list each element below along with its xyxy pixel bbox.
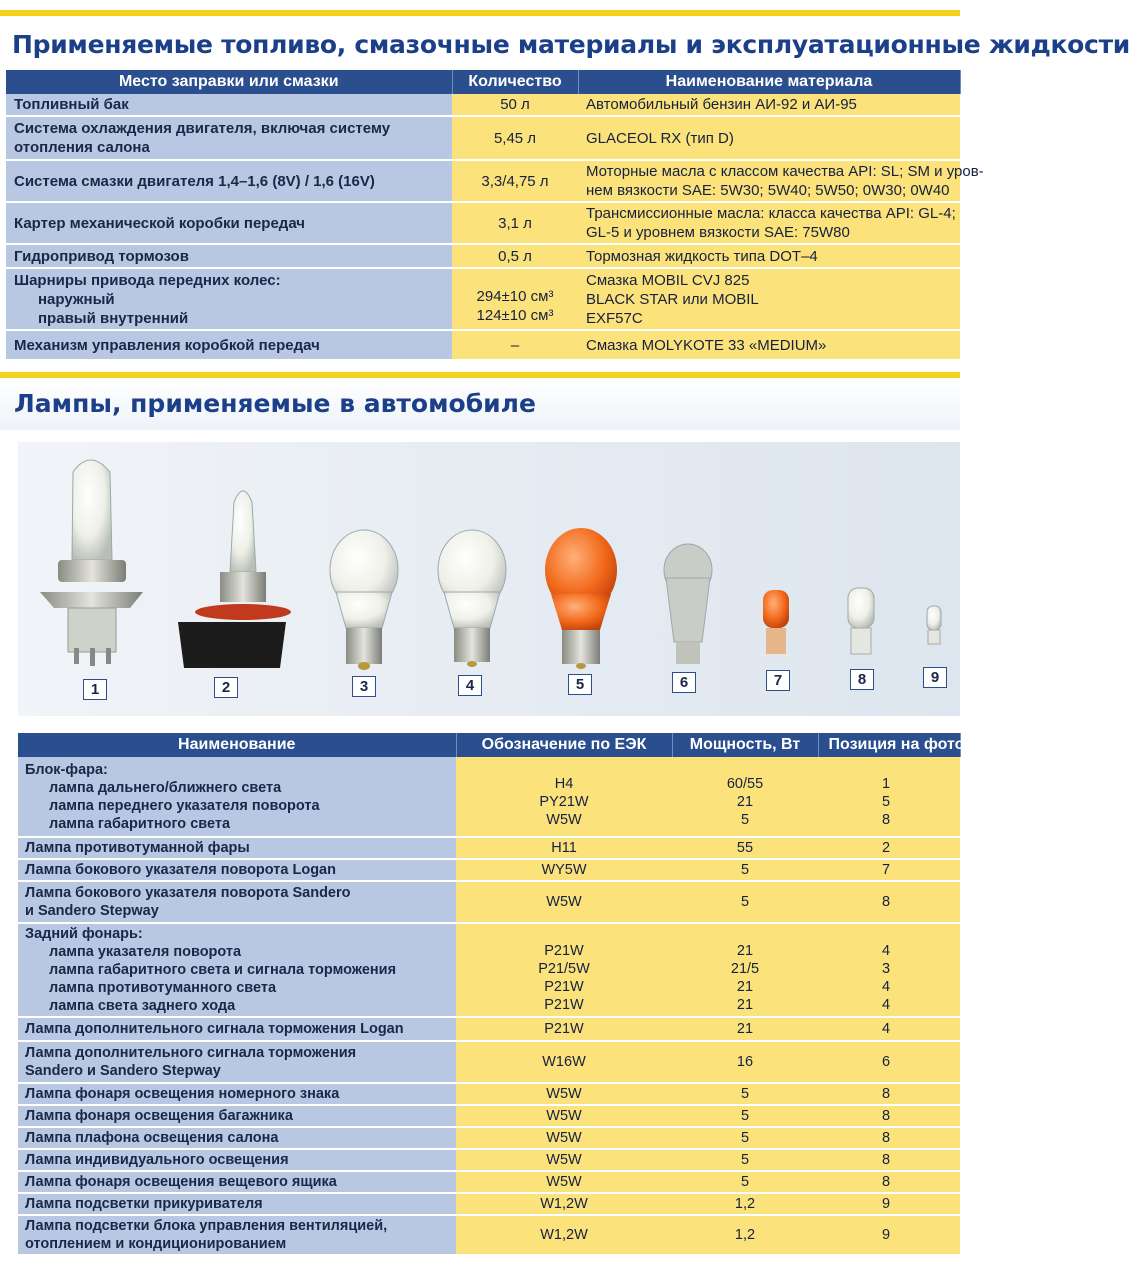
lamp-power: 5 — [740, 1086, 750, 1102]
photo-label-3: 3 — [352, 676, 376, 697]
table-row — [6, 244, 960, 268]
lamp-name: Лампа фонаря освещения вещевого ящика — [25, 1174, 337, 1190]
lamp-code: W5W — [546, 1152, 582, 1168]
lamp-code: W5W — [546, 1130, 582, 1146]
fluids-table — [6, 70, 984, 361]
lamp-code: W1,2W — [540, 1196, 588, 1212]
lamp-name: Лампа подсветки прикуривателя — [25, 1196, 263, 1212]
lamp-w1-2w-icon — [927, 606, 941, 644]
lamp-power: 16 — [736, 1054, 754, 1070]
lamp-power: 1,2 — [734, 1196, 756, 1212]
photo-label-9: 9 — [923, 667, 947, 688]
lamp-power: 5 — [740, 1130, 750, 1146]
lamp-power: 55 — [736, 840, 754, 856]
quantity-cell: 3,3/4,75 л — [481, 172, 549, 190]
table-row — [18, 1017, 960, 1041]
lamp-name: Лампа бокового указателя поворота Logan — [25, 862, 336, 878]
material-cell: Трансмиссионные масла: класса качества API: GL-4; — [586, 205, 956, 222]
table-row — [6, 202, 960, 244]
lamp-power: 21 — [736, 1021, 754, 1037]
lamp-position: 8 — [882, 1086, 891, 1102]
lamp-code: H4 — [554, 775, 574, 792]
material-cell-line3: EXF57C — [586, 309, 643, 327]
col-header-position: Позиция на фото — [818, 733, 960, 757]
photo-label-8: 8 — [850, 669, 874, 690]
photo-label-1: 1 — [83, 679, 107, 700]
lamp-p21w-icon — [438, 530, 506, 667]
col-header-name: Наименование — [18, 733, 456, 757]
lamp-code: P21W — [544, 943, 584, 959]
lamp-name: лампа габаритного света и сигнала торможения — [49, 962, 397, 978]
lamp-code: W5W — [546, 894, 582, 910]
lamp-code: W5W — [546, 1086, 582, 1102]
quantity-inner: 124±10 см³ — [476, 307, 554, 324]
material-cell: Моторные масла с классом качества API: SL; SM и уров- — [586, 163, 984, 180]
lamp-code: W5W — [546, 1174, 582, 1190]
top-yellow-band — [0, 10, 960, 16]
table-row — [18, 923, 960, 1017]
lamp-group-title: Блок-фара: — [25, 761, 108, 778]
lamp-position: 3 — [882, 961, 891, 977]
lamp-name: лампа переднего указателя поворота — [49, 797, 320, 814]
place-cell: Картер механической коробки передач — [14, 214, 305, 232]
quantity-outer: 294±10 см³ — [476, 288, 554, 305]
lamp-h11-icon — [178, 491, 291, 668]
material-cell: Смазка MOBIL CVJ 825 — [586, 271, 750, 289]
lamp-wy5w-icon — [763, 590, 789, 654]
lamp-position: 7 — [882, 862, 891, 878]
lamp-group-title: Задний фонарь: — [25, 926, 143, 942]
lamp-power: 5 — [740, 862, 750, 878]
lamp-name: лампа указателя поворота — [49, 944, 242, 960]
lamp-power: 60/55 — [726, 775, 764, 792]
place-subitem-outer: наружный — [38, 290, 115, 308]
photo-label-6: 6 — [672, 672, 696, 693]
lamp-power: 21 — [736, 943, 754, 959]
lamp-name: лампа света заднего хода — [49, 998, 236, 1014]
lamps-title: Лампы, применяемые в автомобиле — [0, 378, 960, 430]
lamp-position: 5 — [882, 793, 891, 810]
lamp-h4-icon — [40, 460, 143, 666]
lamp-position: 4 — [882, 1021, 891, 1037]
lamp-w16w-icon — [664, 544, 712, 664]
lamp-power: 21 — [736, 997, 754, 1013]
lamp-position: 1 — [882, 775, 891, 792]
table-row — [6, 116, 960, 160]
lamp-code: W1,2W — [540, 1227, 588, 1243]
lamp-name-line2: отоплением и кондиционированием — [25, 1236, 287, 1252]
lamp-position: 9 — [882, 1227, 891, 1243]
lamp-name: лампа габаритного света — [49, 815, 231, 832]
lamp-position: 8 — [882, 894, 891, 910]
lamp-position: 8 — [882, 811, 891, 828]
lamp-position: 4 — [882, 943, 891, 959]
lamp-position: 8 — [882, 1174, 891, 1190]
material-cell-line2: GL-5 и уровнем вязкости SAE: 75W80 — [586, 224, 850, 241]
lamp-position: 8 — [882, 1130, 891, 1146]
place-cell: Топливный бак — [14, 96, 129, 113]
quantity-cell: – — [510, 336, 520, 354]
lamp-position: 4 — [882, 979, 891, 995]
quantity-cell: 0,5 л — [498, 247, 532, 265]
table-row — [18, 1193, 960, 1215]
col-header-quantity: Количество — [452, 70, 578, 94]
table-row — [6, 94, 960, 116]
lamp-name: Лампа фонаря освещения багажника — [25, 1108, 293, 1124]
lamp-name: Лампа подсветки блока управления вентиляцией, — [25, 1218, 388, 1234]
lamp-name-line2: Sandero и Sandero Stepway — [25, 1063, 221, 1079]
col-header-place: Место заправки или смазки — [6, 70, 452, 94]
lamp-name: лампа противотуманного света — [49, 980, 277, 996]
material-cell-line2: нем вязкости SAE: 5W30; 5W40; 5W50; 0W30; 0W40 — [586, 182, 950, 199]
lamp-name: Лампа дополнительного сигнала торможения — [25, 1045, 357, 1061]
lamp-name: Лампа плафона освещения салона — [25, 1130, 279, 1146]
material-cell-line2: BLACK STAR или MOBIL — [586, 290, 759, 308]
lamps-illustration — [18, 442, 960, 716]
table-row — [6, 160, 960, 202]
lamp-w5w-icon — [848, 588, 874, 654]
quantity-cell: 5,45 л — [493, 129, 537, 147]
photo-label-5: 5 — [568, 674, 592, 695]
lamp-name: Лампа бокового указателя поворота Sandero — [25, 885, 351, 901]
lamp-name: Лампа дополнительного сигнала торможения Logan — [25, 1021, 404, 1037]
photo-label-4: 4 — [458, 675, 482, 696]
lamp-power: 5 — [740, 811, 750, 828]
quantity-cell: 3,1 л — [498, 214, 532, 232]
place-cell: Система смазки двигателя 1,4–1,6 (8V) / 1,6 (16V) — [14, 172, 375, 190]
lamps-photo — [18, 442, 960, 716]
table-row — [18, 837, 960, 859]
lamp-code: W5W — [546, 811, 582, 828]
table-row — [18, 1041, 960, 1083]
table-row — [18, 881, 960, 923]
table-row — [18, 1149, 960, 1171]
material-cell: Тормозная жидкость типа DOT–4 — [586, 247, 818, 265]
lamp-name-line2: и Sandero Stepway — [25, 903, 159, 919]
place-cell: Шарниры привода передних колес: — [14, 271, 281, 289]
lamp-py21w-icon — [545, 528, 617, 669]
lamp-p21-5w-icon — [330, 530, 398, 670]
table-row — [6, 330, 960, 360]
table-row — [6, 268, 960, 330]
table-row — [18, 1105, 960, 1127]
lamp-code: W5W — [546, 1108, 582, 1124]
place-cell: Гидропривод тормозов — [14, 247, 189, 265]
lamp-position: 4 — [882, 997, 891, 1013]
table-row — [18, 859, 960, 881]
lamp-power: 21/5 — [730, 961, 760, 977]
lamps-table — [18, 733, 965, 1256]
table-row — [18, 1215, 960, 1255]
table-row — [18, 757, 960, 837]
fluids-title: Применяемые топливо, смазочные материалы и эксплуатационные жидкости — [0, 20, 960, 70]
lamp-power: 5 — [740, 1174, 750, 1190]
lamp-power: 5 — [740, 894, 750, 910]
lamp-code: P21W — [544, 997, 584, 1013]
lamp-position: 6 — [882, 1054, 891, 1070]
col-header-material: Наименование материала — [578, 70, 960, 94]
place-cell: Система охлаждения двигателя, включая систему — [14, 120, 391, 137]
lamp-name: Лампа противотуманной фары — [25, 840, 250, 856]
lamp-code: W16W — [542, 1054, 586, 1070]
lamp-code: PY21W — [539, 793, 589, 810]
lamp-power: 21 — [736, 793, 754, 810]
material-cell: Автомобильный бензин АИ-92 и АИ-95 — [586, 96, 857, 113]
table-row — [18, 1083, 960, 1105]
lamp-code: P21W — [544, 1021, 584, 1037]
col-header-code: Обозначение по ЕЭК — [456, 733, 672, 757]
lamp-power: 1,2 — [734, 1227, 756, 1243]
photo-label-2: 2 — [214, 677, 238, 698]
material-cell: GLACEOL RX (тип D) — [586, 129, 734, 147]
lamp-name: лампа дальнего/ближнего света — [49, 779, 282, 796]
lamp-name: Лампа фонаря освещения номерного знака — [25, 1086, 340, 1102]
lamp-code: H11 — [551, 840, 577, 856]
col-header-power: Мощность, Вт — [672, 733, 818, 757]
place-cell-line2: отопления салона — [14, 139, 150, 156]
material-cell: Смазка MOLYKOTE 33 «MEDIUM» — [586, 336, 827, 354]
lamp-code: P21/5W — [538, 961, 590, 977]
lamp-position: 8 — [882, 1152, 891, 1168]
place-cell: Механизм управления коробкой передач — [14, 336, 320, 354]
lamp-code: WY5W — [541, 862, 587, 878]
lamp-power: 5 — [740, 1152, 750, 1168]
lamp-name: Лампа индивидуального освещения — [25, 1152, 289, 1168]
lamp-power: 5 — [740, 1108, 750, 1124]
lamp-position: 9 — [882, 1196, 891, 1212]
lamp-code: P21W — [544, 979, 584, 995]
lamp-power: 21 — [736, 979, 754, 995]
place-subitem-inner: правый внутренний — [38, 309, 189, 327]
photo-label-7: 7 — [766, 670, 790, 691]
lamp-position: 8 — [882, 1108, 891, 1124]
table-row — [18, 1171, 960, 1193]
quantity-cell: 50 л — [500, 96, 530, 113]
lamp-position: 2 — [882, 840, 891, 856]
table-row — [18, 1127, 960, 1149]
